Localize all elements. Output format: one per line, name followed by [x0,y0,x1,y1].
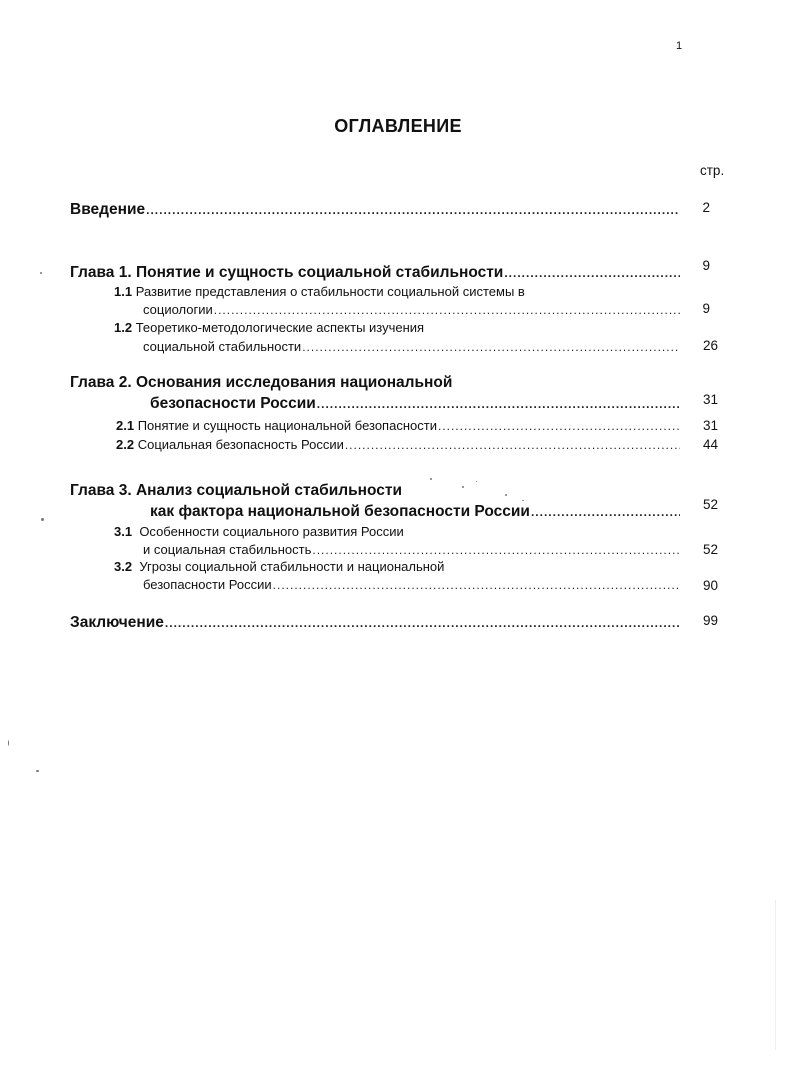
leader-dots [273,578,680,592]
scan-speck [41,518,44,521]
section-title-line1: Особенности социального развития России [139,524,404,539]
toc-section-1-2-page: 26 [702,338,718,353]
toc-section-3-1-line2 [143,542,680,557]
toc-entry-intro-page: 2 [702,200,710,215]
toc-title: ОГЛАВЛЕНИЕ [334,116,462,136]
leader-dots [165,616,680,630]
scan-edge-line [775,900,776,1050]
leader-dots [504,266,680,280]
toc-section-1-1-line2 [143,302,680,317]
scan-speck [8,740,9,746]
toc-chapter-3-line2 [150,503,680,521]
section-number: 1.2 [114,320,133,335]
scan-speck [476,481,477,482]
scan-speck [430,478,432,480]
toc-section-3-2-page: 90 [702,578,718,593]
toc-entry-conclusion-page: 99 [702,613,718,628]
toc-entry-conclusion-label: Заключение [70,614,164,631]
leader-dots [531,505,680,519]
toc-section-3-1 [114,524,404,539]
toc-section-2-2-page: 44 [702,437,718,452]
section-number: 3.1 [114,524,133,539]
toc-chapter-3-page: 52 [702,497,718,512]
section-number: 3.2 [114,559,133,574]
toc-section-1-2-line2 [143,339,680,354]
toc-entry-intro [70,201,680,219]
page-column-label: стр. [700,163,725,178]
scan-speck [522,500,524,501]
toc-entry-intro-label: Введение [70,201,146,218]
page-number: 1 [676,40,683,52]
toc-chapter-2-title-line2: безопасности России [150,395,316,412]
section-number: 2.2 [116,437,135,452]
toc-section-1-1-page: 9 [702,301,710,316]
scan-speck [462,486,464,488]
toc-section-1-2 [114,320,424,335]
leader-dots [317,397,680,411]
toc-chapter-1-page: 9 [702,258,710,273]
leader-dots [345,438,680,452]
section-title-line2: безопасности России [143,577,272,592]
leader-dots [312,543,680,557]
toc-section-3-2-line2 [143,577,680,592]
toc-section-2-1 [116,418,680,433]
toc-chapter-2-title-line1: Глава 2. Основания исследования национальной [70,374,453,391]
toc-chapter-2-page: 31 [702,392,718,407]
section-title-line1: Понятие и сущность национальной безопасности [137,418,437,433]
toc-chapter-2-line2 [150,395,680,413]
leader-dots [146,203,680,217]
toc-section-3-1-page: 52 [702,542,718,557]
toc-section-2-2 [116,437,680,452]
section-title-line1: Социальная безопасность России [137,437,344,452]
toc-chapter-3-title-line1: Глава 3. Анализ социальной стабильности [70,482,403,499]
section-number: 2.1 [116,418,135,433]
toc-section-1-1 [114,284,525,299]
scan-speck [505,494,507,496]
section-title-line2: и социальная стабильность [143,542,312,557]
leader-dots [438,419,680,433]
section-title-line1: Теоретико-методологические аспекты изучения [135,320,425,335]
scan-speck [40,272,42,274]
toc-chapter-3-title-line2: как фактора национальной безопасности России [150,503,530,520]
section-title-line2: социальной стабильности [143,339,302,354]
section-number: 1.1 [114,284,133,299]
toc-section-3-2 [114,559,444,574]
section-title-line2: социологии [143,302,213,317]
section-title-line1: Развитие представления о стабильности социальной системы в [135,284,525,299]
section-title-line1: Угрозы социальной стабильности и национальной [139,559,445,574]
toc-chapter-1-title: Глава 1. Понятие и сущность социальной стабильности [70,264,504,281]
toc-entry-conclusion [70,614,680,632]
scan-speck [36,770,39,772]
leader-dots [214,303,680,317]
leader-dots [302,340,680,354]
toc-section-2-1-page: 31 [702,418,718,433]
toc-chapter-1 [70,264,680,282]
